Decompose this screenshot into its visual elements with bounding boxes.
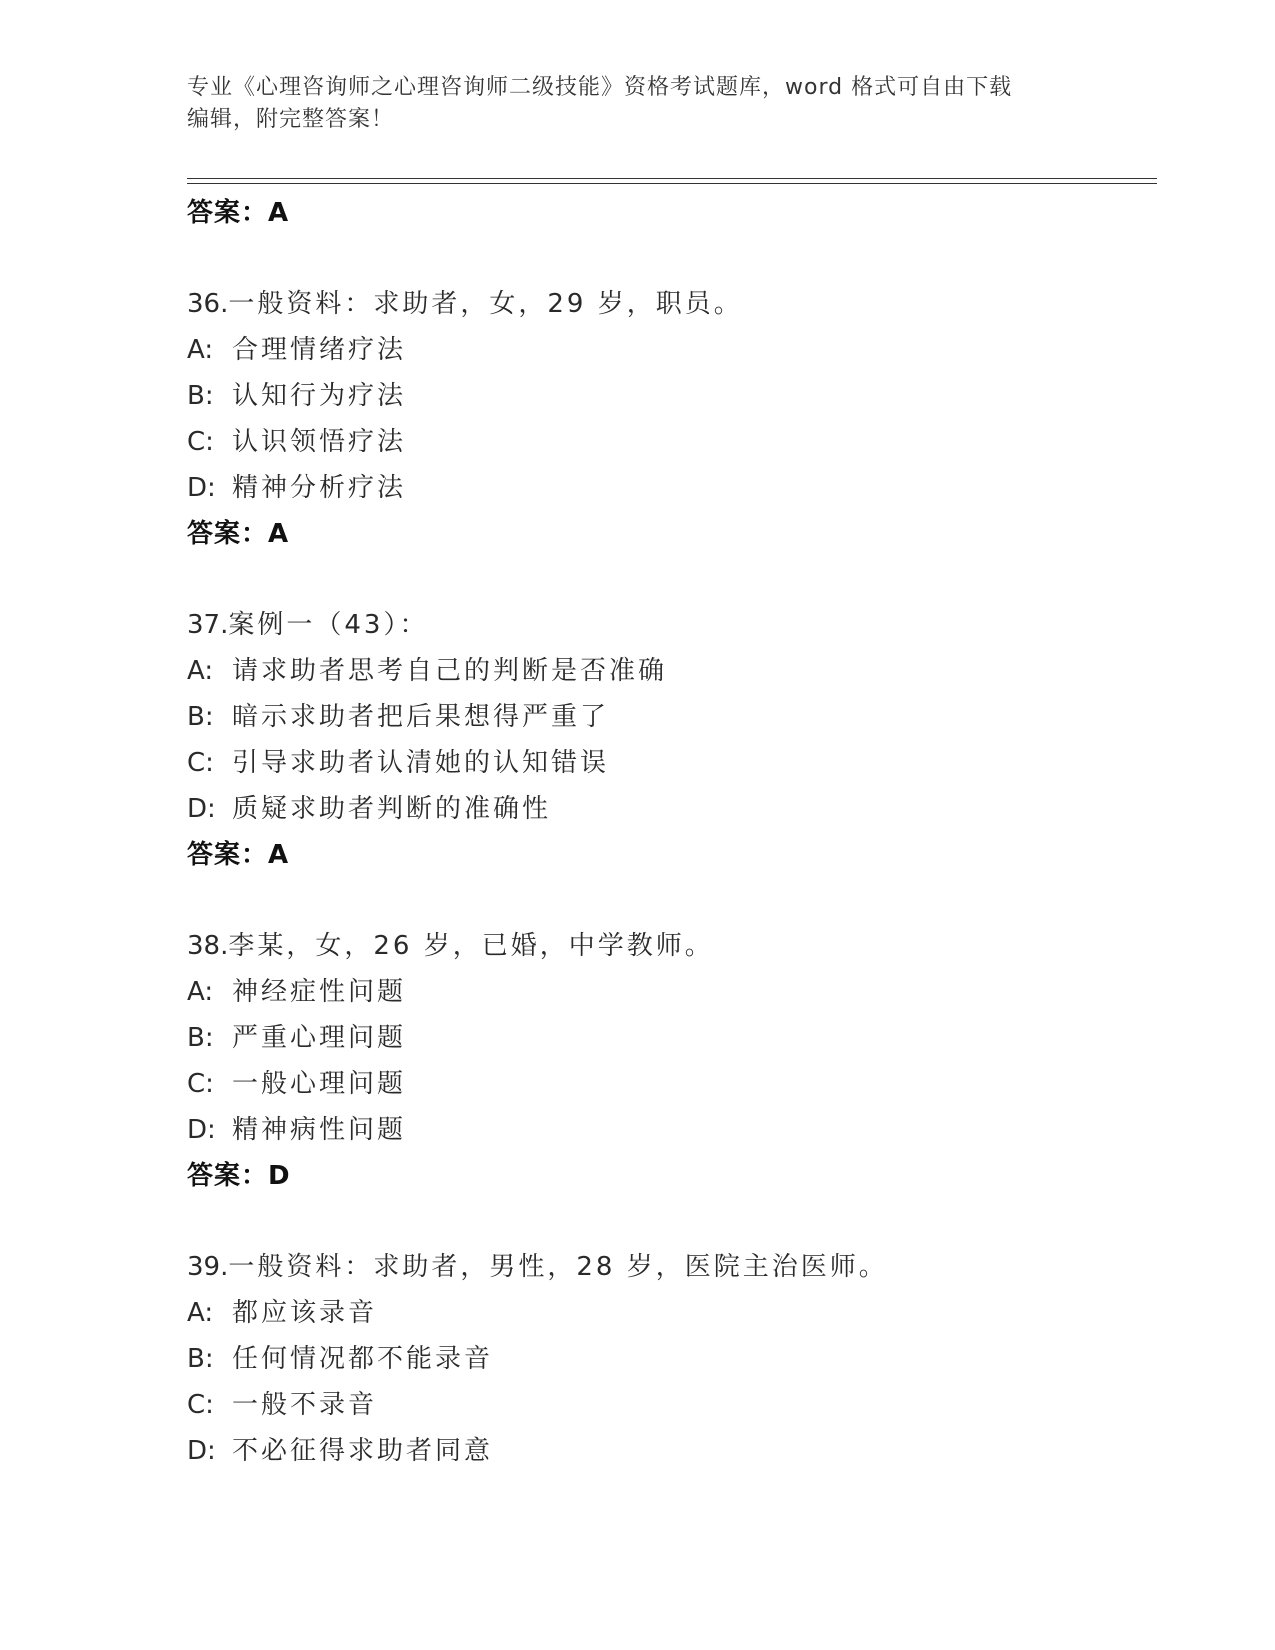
header-divider-top (187, 178, 1157, 179)
option-text: 任何情况都不能录音 (232, 1344, 494, 1374)
option-letter: C: (187, 427, 214, 457)
option-text: 暗示求助者把后果想得严重了 (232, 702, 610, 732)
question-number: 38. (187, 931, 229, 961)
option-text: 神经症性问题 (232, 977, 407, 1007)
option-letter: B: (187, 1023, 214, 1053)
option-letter: C: (187, 1069, 214, 1099)
option-text: 认知行为疗法 (232, 381, 407, 411)
option-text: 引导求助者认清她的认知错误 (232, 748, 610, 778)
option-a (187, 1290, 1147, 1336)
option-letter: A: (187, 977, 214, 1007)
option-b (187, 694, 1147, 740)
answer-line: 答案：D (187, 1161, 291, 1191)
question-text: 一般资料：求助者，男性，28 岁，医院主治医师。 (228, 1252, 888, 1282)
option-text: 精神分析疗法 (232, 473, 407, 503)
question-number: 37. (187, 610, 229, 640)
option-text: 请求助者思考自己的判断是否准确 (232, 656, 668, 686)
spacer (187, 236, 1147, 281)
option-letter: A: (187, 656, 214, 686)
option-text: 一般不录音 (232, 1390, 378, 1420)
question-stem (187, 923, 1147, 969)
answer-line: 答案：A (187, 840, 290, 870)
option-letter: A: (187, 1298, 214, 1328)
option-b (187, 1015, 1147, 1061)
option-a (187, 969, 1147, 1015)
option-letter: D: (187, 794, 216, 824)
option-d (187, 1428, 1147, 1474)
answer-line: 答案：A (187, 519, 290, 549)
option-letter: B: (187, 1344, 214, 1374)
option-c (187, 1061, 1147, 1107)
option-letter: C: (187, 748, 214, 778)
spacer (187, 1199, 1147, 1244)
header-line-1: 专业《心理咨询师之心理咨询师二级技能》资格考试题库，word 格式可自由下载 (187, 75, 1013, 100)
option-text: 严重心理问题 (232, 1023, 407, 1053)
option-letter: A: (187, 335, 214, 365)
option-c (187, 419, 1147, 465)
question-stem (187, 602, 1147, 648)
option-letter: B: (187, 702, 214, 732)
question-number: 36. (187, 289, 229, 319)
option-c (187, 1382, 1147, 1428)
question-stem (187, 1244, 1147, 1290)
option-b (187, 1336, 1147, 1382)
option-d (187, 465, 1147, 511)
option-a (187, 648, 1147, 694)
option-letter: D: (187, 1436, 216, 1466)
header-divider-bottom (187, 183, 1157, 184)
option-d (187, 1107, 1147, 1153)
option-letter: D: (187, 473, 216, 503)
question-block (187, 923, 1147, 1199)
option-b (187, 373, 1147, 419)
answer-line: 答案：A (187, 198, 290, 228)
option-text: 一般心理问题 (232, 1069, 407, 1099)
option-a (187, 327, 1147, 373)
question-block (187, 1244, 1147, 1474)
header-line-2: 编辑，附完整答案！ (187, 107, 395, 132)
question-list (187, 190, 1147, 1474)
option-text: 不必征得求助者同意 (232, 1436, 494, 1466)
spacer (187, 878, 1147, 923)
question-stem (187, 281, 1147, 327)
option-c (187, 740, 1147, 786)
option-text: 认识领悟疗法 (232, 427, 407, 457)
question-text: 一般资料：求助者，女，29 岁，职员。 (228, 289, 743, 319)
question-number: 39. (187, 1252, 229, 1282)
document-header (187, 72, 1087, 136)
option-letter: D: (187, 1115, 216, 1145)
option-text: 质疑求助者判断的准确性 (232, 794, 552, 824)
option-letter: B: (187, 381, 214, 411)
option-letter: C: (187, 1390, 214, 1420)
spacer (187, 557, 1147, 602)
question-text: 案例一（43）： (228, 610, 429, 640)
question-text: 李某，女，26 岁，已婚，中学教师。 (228, 931, 714, 961)
option-text: 精神病性问题 (232, 1115, 407, 1145)
option-d (187, 786, 1147, 832)
question-block (187, 281, 1147, 557)
option-text: 合理情绪疗法 (232, 335, 407, 365)
question-block (187, 602, 1147, 878)
option-text: 都应该录音 (232, 1298, 378, 1328)
